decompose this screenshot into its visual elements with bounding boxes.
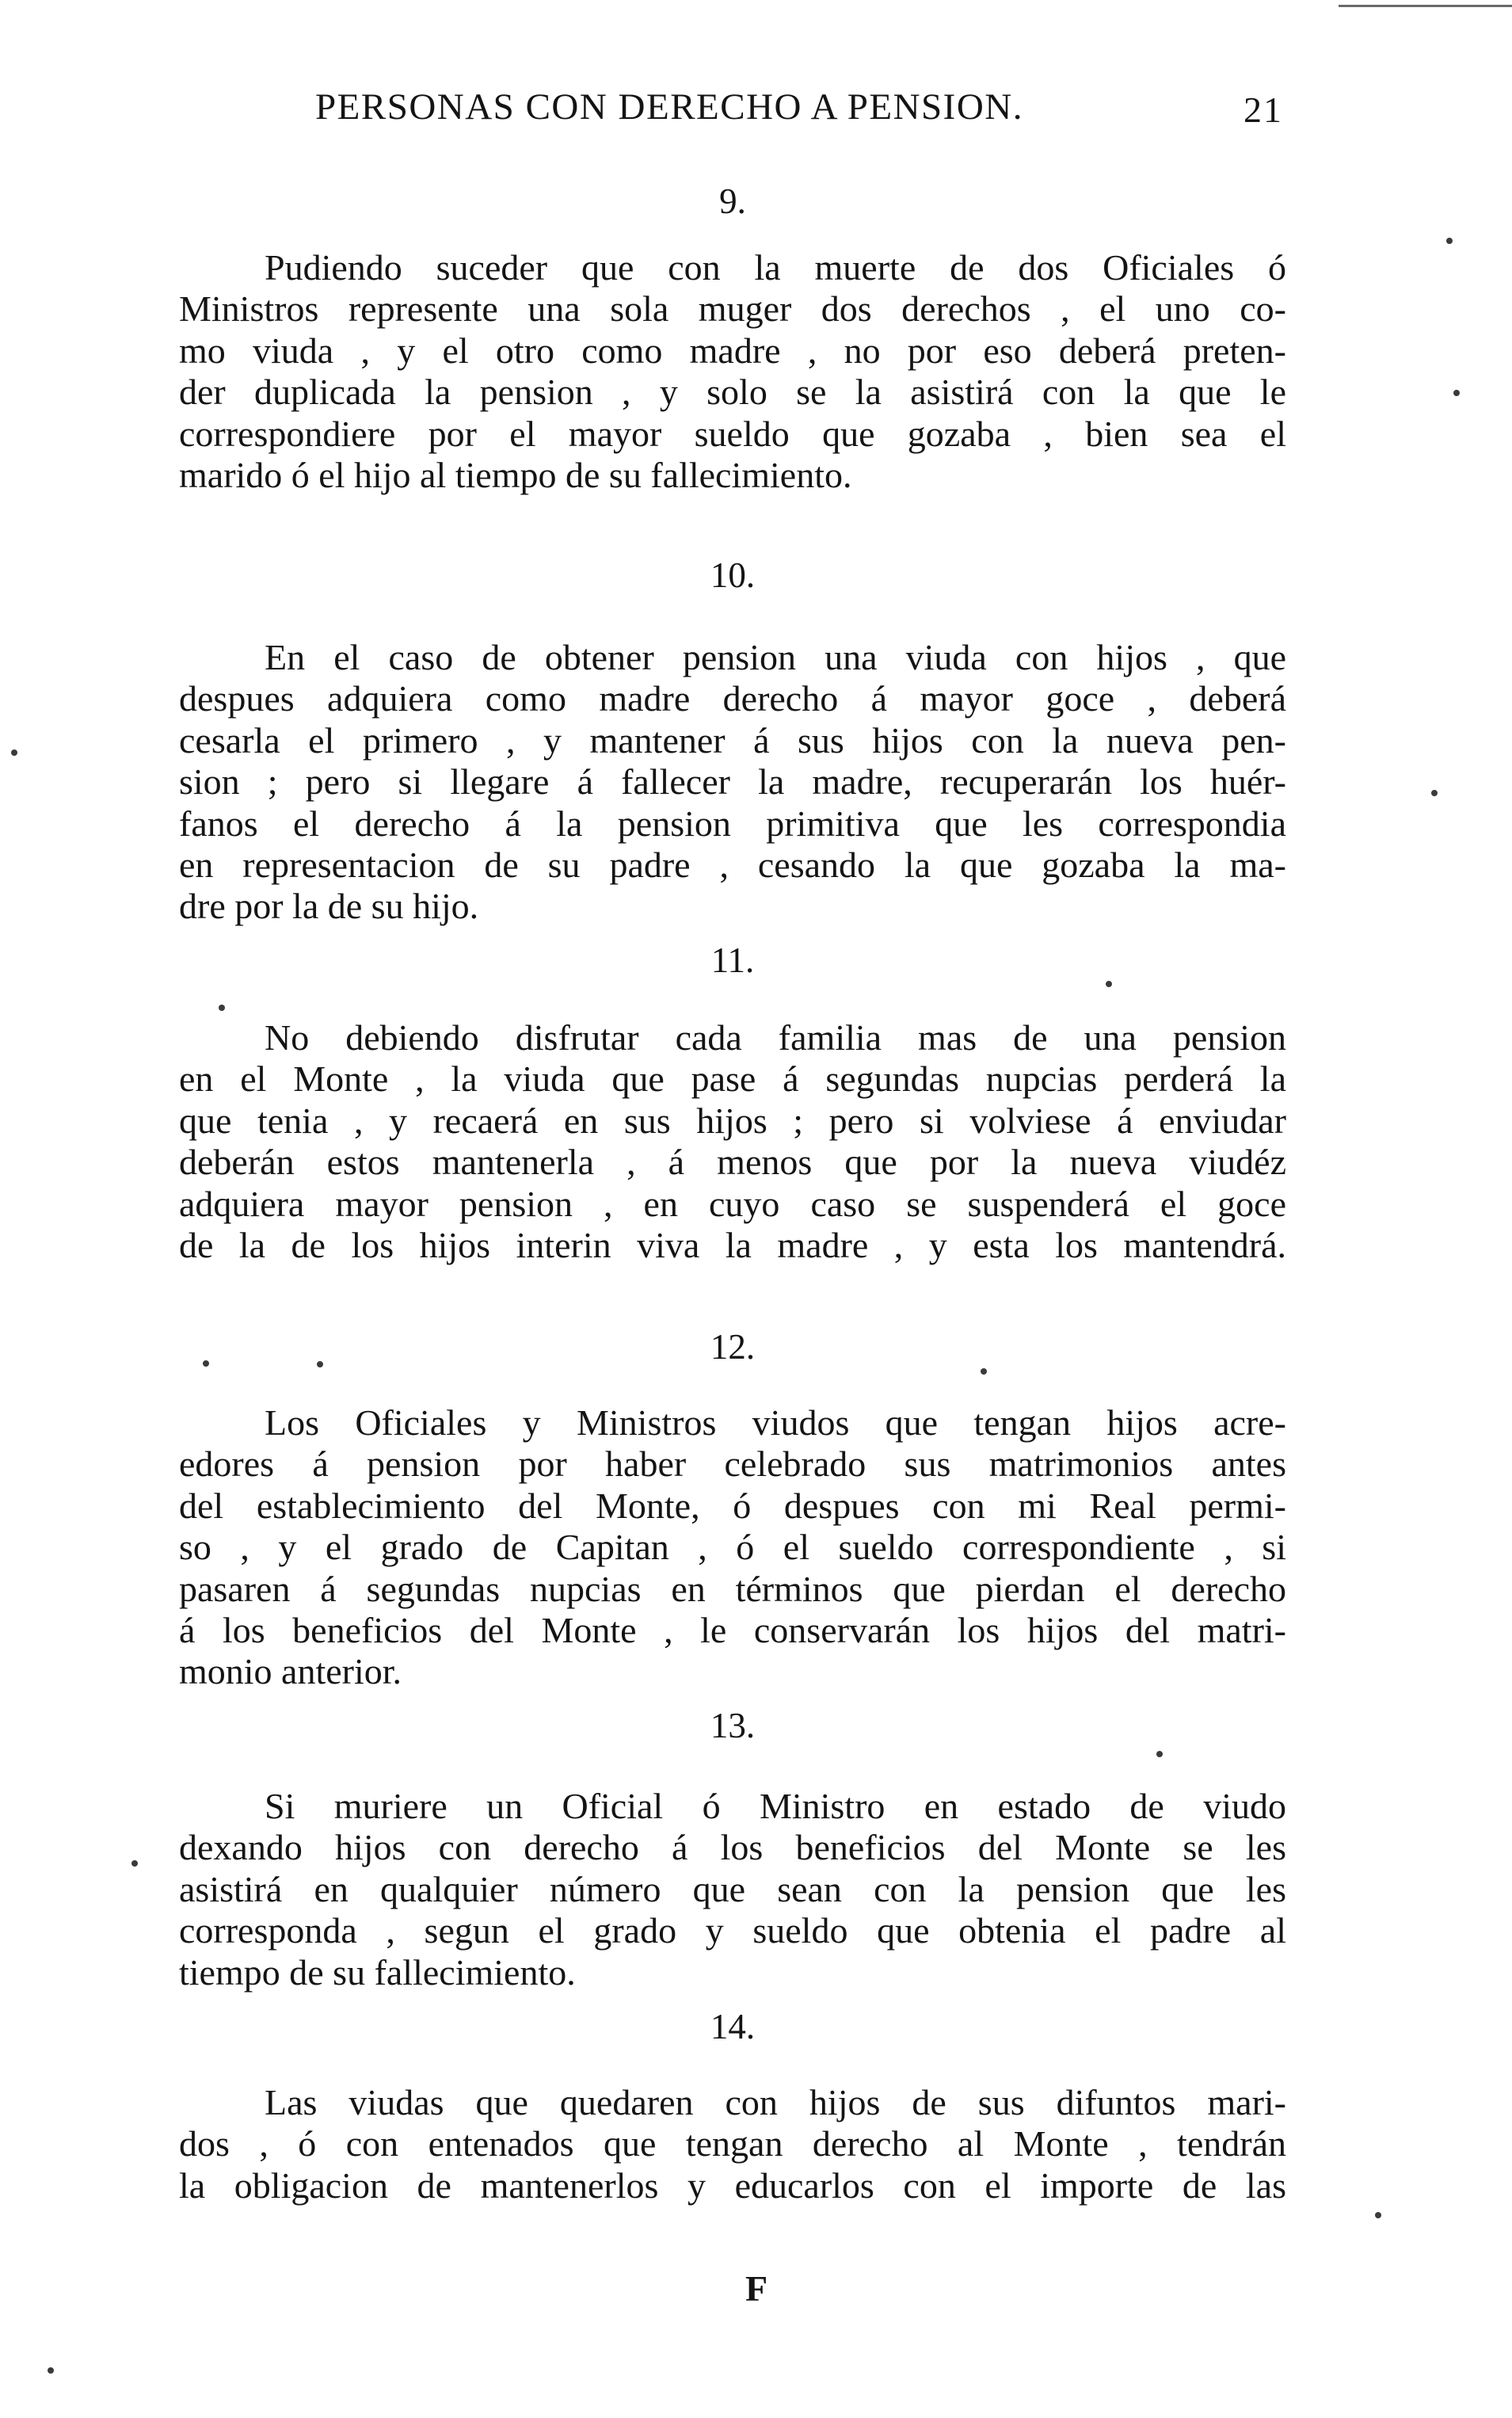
scan-speck	[317, 1361, 323, 1367]
paragraph-line: sion ; pero si llegare á fallecer la madre, recuperarán los huér-	[179, 761, 1286, 803]
paragraph-line: Las viudas que quedaren con hijos de sus difuntos mari-	[265, 2082, 1286, 2122]
scan-speck	[1453, 390, 1460, 396]
paragraph-line: deberán estos mantenerla , á menos que por la nueva viudéz	[179, 1142, 1286, 1183]
paragraph-line: pasaren á segundas nupcias en términos que pierdan el derecho	[179, 1568, 1286, 1609]
paragraph-line: En el caso de obtener pension una viuda con hijos , que	[265, 637, 1286, 677]
paragraph-line: que tenia , y recaerá en sus hijos ; pero si volviese á enviudar	[179, 1100, 1286, 1141]
paragraph-line: dos , ó con entenados que tengan derecho al Monte , tendrán	[179, 2123, 1286, 2164]
paragraph-line: No debiendo disfrutar cada familia mas de una pension	[265, 1017, 1286, 1058]
paragraph-line: dre por la de su hijo.	[179, 886, 479, 927]
paragraph-line: tiempo de su fallecimiento.	[179, 1951, 576, 1993]
paragraph-line: edores á pension por haber celebrado sus matrimonios antes	[179, 1444, 1286, 1485]
section-number-10: 10.	[710, 555, 756, 595]
paragraph-line: der duplicada la pension , y solo se la asistirá con la que le	[179, 372, 1286, 413]
paragraph-line: la obligacion de mantenerlos y educarlos con el importe de las	[179, 2164, 1286, 2206]
scan-speck	[11, 749, 17, 756]
scan-speck	[1106, 981, 1112, 987]
section-number-13: 13.	[710, 1706, 756, 1745]
scan-speck	[1375, 2212, 1381, 2218]
signature-mark: F	[745, 2268, 768, 2309]
paragraph-14	[179, 2082, 1286, 2206]
scan-speck	[219, 1005, 225, 1011]
running-title: PERSONAS CON DERECHO A PENSION.	[315, 86, 1023, 128]
paragraph-11	[179, 1017, 1286, 1266]
section-number-11: 11.	[710, 940, 755, 980]
paragraph-line: á los beneficios del Monte , le conservarán los hijos del matri-	[179, 1610, 1286, 1651]
paragraph-line: Pudiendo suceder que con la muerte de dos Oficiales ó	[265, 247, 1286, 288]
paragraph-10	[179, 637, 1286, 928]
paragraph-line: dexando hijos con derecho á los beneficios del Monte se les	[179, 1827, 1286, 1868]
paragraph-line: cesarla el primero , y mantener á sus hijos con la nueva pen-	[179, 719, 1286, 761]
scan-speck	[981, 1368, 987, 1375]
paragraph-line: asistirá en qualquier número que sean con la pension que les	[179, 1868, 1286, 1909]
scan-speck	[1431, 790, 1438, 796]
paragraph-line: corresponda , segun el grado y sueldo que obtenia el padre al	[179, 1910, 1286, 1951]
scan-speck	[1446, 238, 1453, 244]
paragraph-line: despues adquiera como madre derecho á mayor goce , deberá	[179, 678, 1286, 719]
paragraph-line: correspondiere por el mayor sueldo que gozaba , bien sea el	[179, 413, 1286, 454]
paragraph-line: Los Oficiales y Ministros viudos que tengan hijos acre-	[265, 1402, 1286, 1443]
scan-speck	[203, 1360, 209, 1367]
paragraph-line: adquiera mayor pension , en cuyo caso se suspenderá el goce	[179, 1183, 1286, 1224]
paragraph-line: fanos el derecho á la pension primitiva que les correspondia	[179, 803, 1286, 844]
page-number: 21	[1243, 90, 1283, 130]
paragraph-line: de la de los hijos interin viva la madre , y esta los mantendrá.	[179, 1225, 1286, 1266]
paragraph-13	[179, 1786, 1286, 1993]
paragraph-line: so , y el grado de Capitan , ó el sueldo correspondiente , si	[179, 1527, 1286, 1568]
scan-speck	[131, 1860, 138, 1867]
page-header	[182, 86, 1283, 133]
section-number-9: 9.	[719, 181, 746, 221]
scan-edge-rule	[1339, 5, 1512, 7]
scan-speck	[1156, 1751, 1163, 1757]
paragraph-line: Si muriere un Oficial ó Ministro en estado de viudo	[265, 1786, 1286, 1826]
paragraph-line: marido ó el hijo al tiempo de su fallecimiento.	[179, 455, 852, 496]
paragraph-line: Ministros represente una sola muger dos derechos , el uno co-	[179, 288, 1286, 330]
paragraph-line: del establecimiento del Monte, ó despues con mi Real permi-	[179, 1485, 1286, 1526]
paragraph-12	[179, 1402, 1286, 1693]
paragraph-line: mo viuda , y el otro como madre , no por eso deberá preten-	[179, 330, 1286, 371]
section-number-12: 12.	[710, 1327, 756, 1367]
paragraph-line: monio anterior.	[179, 1651, 402, 1692]
scan-speck	[48, 2367, 54, 2374]
section-number-14: 14.	[710, 2007, 756, 2046]
paragraph-line: en representacion de su padre , cesando la que gozaba la ma-	[179, 845, 1286, 886]
paragraph-line: en el Monte , la viuda que pase á segundas nupcias perderá la	[179, 1058, 1286, 1100]
paragraph-9	[179, 247, 1286, 496]
